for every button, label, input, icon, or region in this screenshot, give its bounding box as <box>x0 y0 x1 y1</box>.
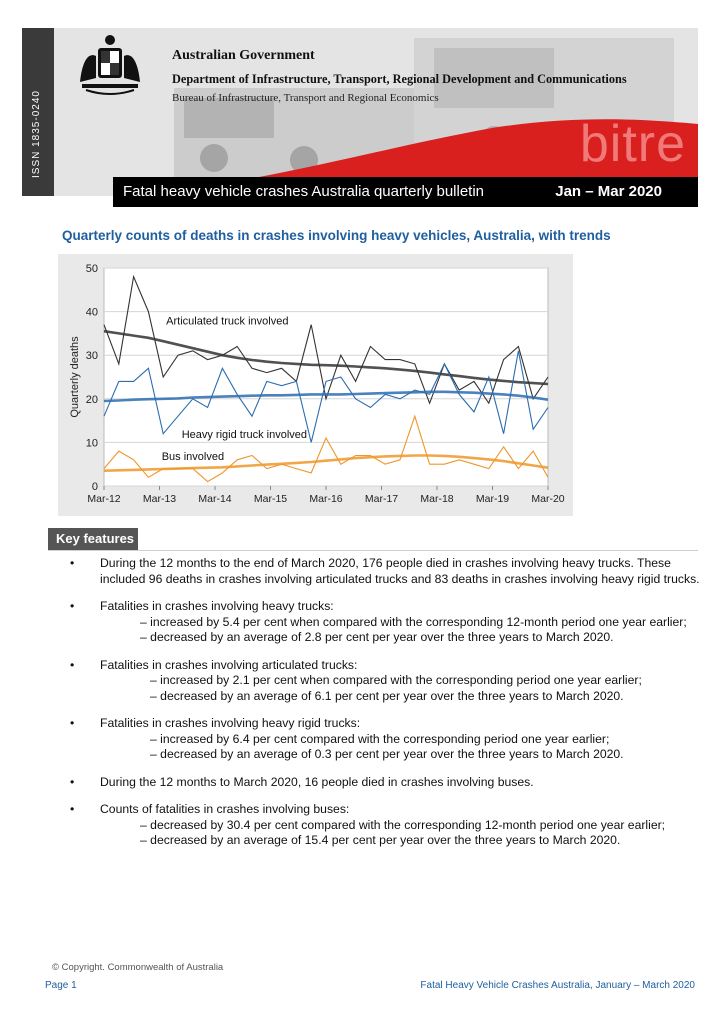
bullet-subitem: – decreased by 30.4 per cent compared with the corresponding 12-month period one year earlier; <box>140 817 666 832</box>
bullet-text: Fatalities in crashes involving heavy trucks: <box>100 599 334 613</box>
footer-document-title: Fatal Heavy Vehicle Crashes Australia, January – March 2020 <box>420 980 695 991</box>
coat-of-arms-icon <box>74 32 146 96</box>
bullet-subitem: – decreased by an average of 6.1 per cent per year over the three years to March 2020. <box>150 688 624 703</box>
issn-strip <box>22 28 54 196</box>
bullet-text: During the 12 months to March 2020, 16 people died in crashes involving buses. <box>100 774 534 789</box>
chart-container <box>58 254 573 516</box>
bullet-text: Counts of fatalities in crashes involving buses: <box>100 802 350 816</box>
chart-title: Quarterly counts of deaths in crashes involving heavy vehicles, Australia, with trends <box>62 228 611 243</box>
y-tick-label: 20 <box>85 393 98 406</box>
key-features-list <box>70 556 710 861</box>
x-tick-label: Mar-13 <box>142 493 177 505</box>
bullet-icon: • <box>70 657 75 672</box>
issn-label: ISSN 1835-0240 <box>31 90 42 178</box>
bullet-text: Fatalities in crashes involving heavy rigid trucks: <box>100 716 361 730</box>
y-tick-label: 30 <box>85 350 98 363</box>
bullet-text: Fatalities in crashes involving articulated trucks: <box>100 657 358 672</box>
bullet-icon: • <box>70 556 75 570</box>
bullet-item <box>70 775 710 791</box>
bullet-subitem: – decreased by an average of 0.3 per cent per year over the three years to March 2020. <box>150 747 624 761</box>
bulletin-period: Jan – Mar 2020 <box>555 183 662 200</box>
y-tick-label: 10 <box>85 437 98 450</box>
bullet-item <box>70 658 710 705</box>
x-tick-label: Mar-12 <box>87 493 121 505</box>
chart-annotation: Articulated truck involved <box>166 315 289 328</box>
bullet-subitem: – increased by 2.1 per cent when compared with the corresponding period one year earlier; <box>150 673 642 687</box>
government-name: Australian Government <box>172 48 315 63</box>
bullet-text: During the 12 months to the end of March 2020, 176 people died in crashes involving heavy trucks. These included 96 deaths in crashes involving articulated trucks and 83 deaths in crashes involving heavy rigid trucks. <box>100 556 700 586</box>
bullet-item <box>70 556 710 587</box>
chart-annotation: Heavy rigid truck involved <box>181 429 308 442</box>
bullet-item <box>70 802 710 849</box>
y-tick-label: 0 <box>91 481 98 493</box>
x-tick-label: Mar-17 <box>364 493 399 505</box>
bullet-subitem: – increased by 5.4 per cent when compared with the corresponding 12-month period one year earlier; <box>140 614 687 629</box>
bureau-name: Bureau of Infrastructure, Transport and Regional Economics <box>172 92 439 104</box>
copyright-notice: © Copyright. Commonwealth of Australia <box>52 962 224 973</box>
bullet-icon: • <box>70 599 75 613</box>
y-tick-label: 40 <box>85 306 98 319</box>
x-tick-label: Mar-19 <box>475 493 510 505</box>
bulletin-title: Fatal heavy vehicle crashes Australia quarterly bulletin <box>123 183 485 200</box>
x-tick-label: Mar-15 <box>253 493 288 505</box>
header-banner <box>22 28 698 196</box>
bullet-subitem: – decreased by an average of 15.4 per cent per year over the three years to March 2020. <box>140 833 621 847</box>
deaths-line-chart <box>58 254 573 516</box>
x-tick-label: Mar-14 <box>198 493 232 505</box>
bullet-icon: • <box>70 802 75 816</box>
y-tick-label: 50 <box>85 263 98 275</box>
key-features-divider <box>48 550 698 551</box>
bullet-subitem: – decreased by an average of 2.8 per cent per year over the three years to March 2020. <box>140 630 614 644</box>
page-number: Page 1 <box>45 980 77 991</box>
bullet-icon: • <box>70 716 75 730</box>
x-tick-label: Mar-20 <box>531 493 565 505</box>
bullet-icon: • <box>70 774 75 789</box>
bulletin-title-bar <box>113 177 698 207</box>
x-tick-label: Mar-16 <box>309 493 343 505</box>
bullet-item <box>70 599 710 646</box>
bullet-subitem: – increased by 6.4 per cent compared with the corresponding period one year earlier; <box>150 731 610 746</box>
department-name: Department of Infrastructure, Transport, Regional Development and Communications <box>172 72 627 86</box>
key-features-heading: Key features <box>48 528 138 550</box>
x-tick-label: Mar-18 <box>420 493 454 505</box>
bullet-item <box>70 716 710 763</box>
y-axis-label: Quarterly deaths <box>69 336 81 418</box>
bitre-logo: bitre <box>579 115 686 173</box>
chart-annotation: Bus involved <box>161 450 225 463</box>
